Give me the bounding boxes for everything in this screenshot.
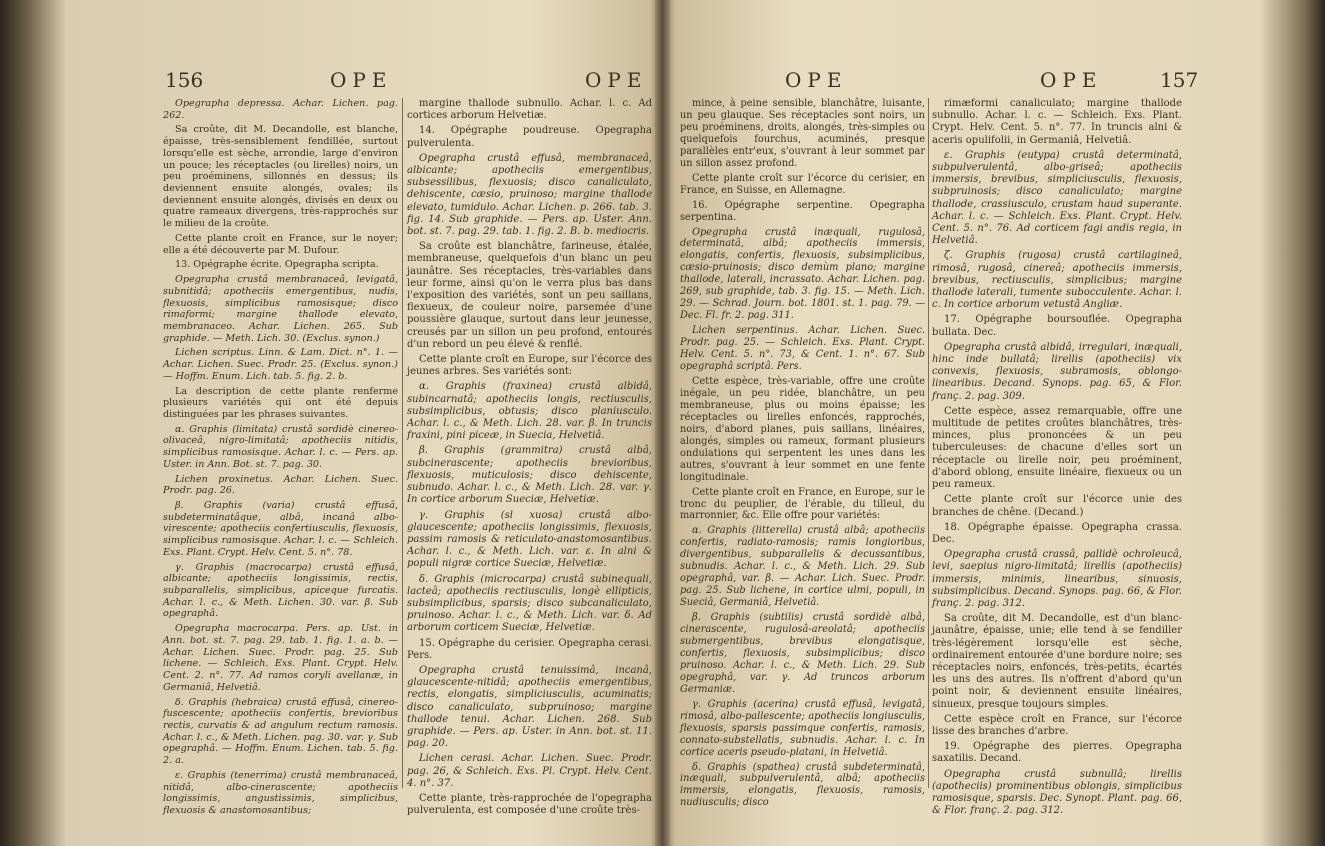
paragraph: Opegrapha macrocarpa. Pers. ap. Ust. in Ann. bot. st. 7. pag. 29. tab. 1. fig. 1. a. b. — Achar. Lichen. Suec. Prodr. pag. 25. Sub lichene. — Schleich. Exs. Plant. Crypt. Helv. Cent. 2. n°. 77. Ad ramos coryli avellanæ, in Germaniâ, Helvetiâ. — [163, 623, 398, 693]
paragraph: Cette plante, très-rapprochée de l'opegrapha pulverulenta, est composée d'une croûte très- — [407, 792, 652, 817]
paragraph: ζ. Graphis (rugosa) crustâ cartilagineâ, rimosâ, rugosâ, cinereâ; apotheciis immersis, brevibus, rectiusculis, simplicibus; margine thallode laterali, tumente subocculente. Achar. l. c. In cortice arborum vetustâ Angliæ. — [932, 250, 1182, 311]
page-number: 156 — [165, 68, 204, 92]
paragraph: Cette espèce croît en France, sur l'écorce lisse des branches d'arbre. — [932, 713, 1182, 737]
paragraph: Cette espèce, très-variable, offre une croûte inégale, un peu ridée, blanchâtre, un peu membraneuse, plus ou moins épaisse; les réceptacles ou lirelles enfoncés, rapprochés, noirs, d'abord planes, puis saillans, linéaires, alongés, simples ou rameux, formant plusieurs ondulations qui serpentent les unes dans les autres, s'ouvrant à leur sommet en une fente longitudinale. — [680, 375, 925, 483]
text-column — [680, 98, 925, 812]
paragraph: ε. Graphis (tenerrima) crustâ membranaceâ, nitidâ, albo-cinerascente; apotheciis longissimis, angustissimis, simplicibus, flexuosis & anastomosantibus; — [163, 769, 398, 816]
paragraph: Lichen serpentinus. Achar. Lichen. Suec. Prodr. pag. 25. — Schleich. Exs. Plant. Crypt. Helv. Cent. 5. n°. 73, & Cent. 1. n°. 67. Sub opegraphâ scriptâ. Pers. — [680, 325, 925, 373]
running-head-title: OPE — [585, 68, 648, 92]
paragraph: α. Graphis (litterella) crustâ albâ; apotheciis confertis, radiato-ramosis; ramis longioribus, divergentibus, subparallelis & decussantibus, subnudis. Achar. l. c., & Meth. Lich. 29. Sub opegraphâ, var. β. — Achar. Lich. Suec. Prodr. pag. 25. Sub lichene, in cortice ulmi, populi, in Sueciâ, Germaniâ, Helvetiâ. — [680, 525, 925, 609]
paragraph: ε. Graphis (eutypa) crustâ determinatâ, subpulverulentâ, albo-griseâ; apotheciis immersis, brevibus, simpliciusculis, flexuosis, subpruinosis; disco canaliculato; margine thallode, crassiusculo, crustam haud superante. Achar. l. c. — Schleich. Exs. Plant. Crypt. Helv. Cent. 5. n°. 76. Ad corticem fagi andis regia, in Helvetiâ. — [932, 149, 1182, 247]
paragraph: Opegrapha crustâ membranaceâ, levigatâ, subnitidâ; apotheciis emergentibus, nudis, flexuosis, simplicibus ramosisque; disco rimaformi; margine thallode elevato, membranaceo. Achar. Lichen. 265. Sub graphide. — Meth. Lich. 30. (Exclus. synon.) — [163, 274, 398, 344]
column-divider — [402, 98, 403, 788]
paragraph: Lichen scriptus. Linn. & Lam. Dict. n°. 1. — Achar. Lichen. Suec. Prodr. 25. (Exclus. synon.) — Hoffm. Enum. Lich. tab. 5. fig. 2. b. — [163, 347, 398, 382]
left-page — [95, 0, 655, 846]
paragraph: β. Graphis (varia) crustâ effusâ, subdeterminatâque, albâ, incanâ albo-virescente; apotheciis confertiusculis, flexuosis, simplicibus ramosisque. Achar. l. c. — Schleich. Exs. Plant. Crypt. Helv. Cent. 5. n°. 78. — [163, 500, 398, 558]
paragraph: Sa croûte, dit M. Decandolle, est d'un blanc-jaunâtre, épaisse, unie; elle tend à se fendiller très-légèrement lorsqu'elle est sèche, ordinairement entourée d'une bordure noire; ses réceptacles noirs, enfoncés, très-petits, écartés les uns des autres. Ils n'offrent d'abord qu'un point noir, & deviennent ensuite linéaires, sinueux, presque toujours simples. — [932, 613, 1182, 710]
paragraph: 13. Opégraphe écrite. Opegrapha scripta. — [175, 259, 379, 271]
paragraph: Opegrapha crustâ effusâ, membranaceâ, albicante; apotheciis emergentibus, subsessilibus, flexuosis; disco canaliculato, dehiscente, cæsio, pruinoso; margine thallode elevato, tumidulo. Achar. Lichen. p. 266. tab. 3. fig. 14. Sub graphide. — Pers. ap. Uster. Ann. bot. st. 7. pag. 29. tab. 1. fig. 2. B. b. mediocris. — [407, 152, 652, 238]
book-gutter — [655, 0, 670, 846]
paragraph: Lichen proxinetus. Achar. Lichen. Suec. Prodr. pag. 26. — [163, 473, 398, 497]
paragraph: Cette plante croît sur l'écorce unie des branches de chêne. (Decand.) — [932, 494, 1182, 518]
paragraph: γ. Graphis (macrocarpa) crustâ effusâ, albicante; apotheciis longissimis, rectis, subparallelis, simplicibus, apiceque furcatis. Achar. l. c., & Meth. Lichen. 30. var. β. Sub opegraphâ. — [163, 561, 398, 620]
running-head-title: OPE — [785, 68, 848, 92]
page-number: 157 — [1160, 68, 1199, 92]
paragraph: Opegrapha crustâ subnullâ; lirellis (apotheciis) prominentibus oblongis, simplicibus ramosisque, sparsis. Dec. Synopt. Plant. pag. 66, & Flor. franç. 2. pag. 312. — [932, 768, 1182, 817]
paragraph: Opegrapha crustâ crassâ, pallidè ochroleucâ, levi, saepius nigro-limitatâ; lirellis (apotheciis) immersis, minimis, linearibus, sinuosis, subsimplicibus. Decand. Synops. pag. 66, & Flor. franç. 2. pag. 312. — [932, 549, 1182, 609]
paragraph: Opegrapha crustâ inæquali, rugulosâ, determinatâ, albâ; apotheciis immersis, elongatis, confertis, flexuosis, subsimplicibus, cæsio-pruinosis; disco demùm plano; margine thallode, laterali, incrassato. Achar. Lichen. pag. 269, sub graphide, tab. 3. fig. 15. — Meth. Lich. 29. — Schrad. Journ. bot. 1801. st. 1. pag. 79. — Dec. Fl. fr. 2. pag. 311. — [680, 226, 925, 322]
running-head — [705, 68, 1225, 92]
paragraph: rimæformi canaliculato; margine thallode subnullo. Achar. l. c. — Schleich. Exs. Plant. Crypt. Helv. Cent. 5. n°. 77. In truncis alni & aceris opulifolii, in Germaniâ, Helvetiâ. — [932, 98, 1182, 146]
text-column — [407, 98, 652, 820]
column-divider — [928, 98, 929, 788]
paragraph: δ. Graphis (microcarpa) crustâ subinequali, lacteâ; apotheciis rectiusculis, longè ellipticis, subsimplicibus, sparsis; disco subcanaliculato, pruinoso. Achar. l. c., & Meth. Lich. var. δ. Ad arborum corticem Sueciæ, Helvetiæ. — [407, 573, 652, 634]
paragraph: 14. Opégraphe poudreuse. Opegrapha pulverulenta. — [407, 125, 652, 149]
running-head — [165, 68, 655, 92]
paragraph: Sa croûte, dit M. Decandolle, est blanche, épaisse, très-sensiblement fendillée, surtout lorsqu'elle est sèche, arrondie, large d'environ un pouce; les réceptacles (ou lirelles) noirs, un peu proéminens, sillonnés en dessus; ils deviennent ensuite alongés, ovales; ils deviennent ensuite alongés, divisés en deux ou quatre rameaux divergens, très-rapprochés sur le milieu de la croûte. — [163, 124, 398, 230]
paragraph: Cette espèce, assez remarquable, offre une multitude de petites croûtes blanchâtres, très-minces, plus prononcées & un peu tuberculeuses: de chacune d'elles sort un réceptacle ou lirelle noir, peu proéminent, d'abord oblong, ensuite linéaire, flexueux ou un peu rameux. — [932, 405, 1182, 491]
paragraph: mince, à peine sensible, blanchâtre, luisante, un peu glauque. Ses réceptacles sont noirs, un peu proéminens, droits, alongés, très-simples ou quelquefois fourchus, acuminés, presque parallèles entr'eux, s'ouvrant à leur sommet par un sillon assez profond. — [680, 98, 925, 169]
paragraph: Sa croûte est blanchâtre, farineuse, étalée, membraneuse, quelquefois d'un blanc un peu jaunâtre. Ses réceptacles, très-variables dans leur forme, ainsi qu'on le verra plus bas dans l'exposition des variétés, sont un peu saillans, flexueux, de couleur noire, parsemée d'une poussière glauque, surtout dans leur jeunesse, creusés par un sillon un peu profond, entourés d'un rebord un peu élevé & renflé. — [407, 241, 652, 350]
paragraph: Cette plante croît en France, sur le noyer; elle a été découverte par M. Dufour. — [163, 232, 398, 256]
paragraph: γ. Graphis (acerina) crustâ effusâ, levigatâ, rimosâ, albo-pallescente; apotheciis longiusculis, flexuosis, sparsis passimque confertis, ramosis, connato-substellatis, subnudis. Achar. l. c. In cortice aceris pseudo-platani, in Helvetiâ. — [680, 698, 925, 758]
paragraph: 17. Opégraphe boursouflée. Opegrapha bullata. Dec. — [932, 314, 1182, 338]
paragraph: γ. Graphis (sl xuosa) crustâ albo-glaucescente; apotheciis longissimis, flexuosis, passim ramosis & reticulato-anastomosantibus. Achar. l. c., & Meth. Lich. var. ε. In alni & populi nigræ cortice Sueciæ, Helvetiæ. — [407, 509, 652, 570]
paragraph: 19. Opégraphe des pierres. Opegrapha saxatilis. Decand. — [932, 741, 1182, 765]
paragraph: δ. Graphis (hebraica) crustâ effusâ, cinereo-fuscescente; apotheciis confertis, brevioribus rectis, curvatis & ad angulum rectum ramosis. Achar. l. c., & Meth. Lichen. pag. 30. var. γ. Sub opegraphâ. — Hoffm. Enum. Lichen. tab. 5. fig. 2. a. — [163, 696, 398, 767]
text-column — [932, 98, 1182, 820]
paragraph: Cette plante croît sur l'écorce du cerisier, en France, en Suisse, en Allemagne. — [680, 172, 925, 196]
running-head-title: OPE — [330, 68, 393, 92]
paragraph: La description de cette plante renferme plusieurs variétés qui ont été depuis distinguées par les phrases suivantes. — [163, 385, 398, 420]
right-page — [670, 0, 1225, 846]
running-head-title: OPE — [1040, 68, 1103, 92]
paragraph: β. Graphis (grammitra) crustâ albâ, subcinerascente; apotheciis brevioribus, flexuosis, muticulosis; disco dehiscente, subnudo. Achar. l. c., & Meth. Lich. 28. var. γ. In cortice arborum Sueciæ, Helvetiæ. — [407, 445, 652, 506]
text-column — [163, 98, 398, 820]
paragraph: α. Graphis (limitata) crustâ sordidè cinereo-olivaceâ, nigro-limitatâ; apotheciis nitidis, simplicibus ramosisque. Achar. l. c. — Pers. ap. Uster. in Ann. Bot. st. 7. pag. 30. — [163, 423, 398, 470]
paragraph: 16. Opégraphe serpentine. Opegrapha serpentina. — [680, 199, 925, 223]
paragraph: Opegrapha depressa. Achar. Lichen. pag. 262. — [163, 98, 398, 121]
paragraph: 15. Opégraphe du cerisier. Opegrapha cerasi. Pers. — [407, 637, 652, 661]
paragraph: Lichen cerasi. Achar. Lichen. Suec. Prodr. pag. 26, & Schleich. Exs. Pl. Crypt. Helv. Cent. 4. n°. 37. — [407, 753, 652, 789]
paragraph: Opegrapha crustâ albidâ, irregulari, inæquali, hinc inde bullatâ; lirellis (apotheciis) vix convexis, flexuosis, subramosis, oblongo-linearibus. Decand. Synops. pag. 65, & Flor. franç. 2. pag. 309. — [932, 341, 1182, 402]
paragraph: β. Graphis (subtilis) crustâ sordidè albâ, cinerascente, rugulosâ-areolatâ; apotheciis submergentibus, brevibus elongatisque, confertis, flexuosis, subsimplicibus; disco pruinoso. Achar. l. c., & Meth. Lich. 29. Sub opegraphâ, var. γ. Ad truncos arborum Germaniæ. — [680, 612, 925, 695]
paragraph: Cette plante croît en France, en Europe, sur le tronc du peuplier, de l'érable, du tilleul, du marronnier, &c. Elle offre pour variétés: — [680, 486, 925, 522]
paragraph: Cette plante croît en Europe, sur l'écorce des jeunes arbres. Ses variétés sont: — [407, 354, 652, 378]
paragraph: 18. Opégraphe épaisse. Opegrapha crassa. Dec. — [932, 521, 1182, 545]
paragraph: Opegrapha crustâ tenuissimâ, incanâ, glaucescente-nitidâ; apotheciis emergentibus, rectis, elongatis, simpliciusculis, acuminatis; disco canaliculato, subpruinoso; margine thallode tenui. Achar. Lichen. 268. Sub graphide. — Pers. ap. Uster. in Ann. bot. st. 11. pag. 20. — [407, 664, 652, 750]
paragraph: α. Graphis (fraxinea) crustâ albidâ, subincarnatâ; apotheciis longis, rectiusculis, subsimplicibus, obtusis; disco planiusculo. Achar. l. c., & Meth. Lich. 28. var. β. In truncis fraxini, pini piceæ, in Suecia, Helvetiâ. — [407, 381, 652, 442]
paragraph: δ. Graphis (spathea) crustâ subdeterminatâ, inæquali, subpulverulentâ, albâ; apotheciis immersis, elongatis, flexuosis, ramosis, nudiusculis; disco — [680, 761, 925, 809]
paragraph: margine thallode subnullo. Achar. l. c. Ad cortices arborum Helvetiæ. — [407, 98, 652, 122]
